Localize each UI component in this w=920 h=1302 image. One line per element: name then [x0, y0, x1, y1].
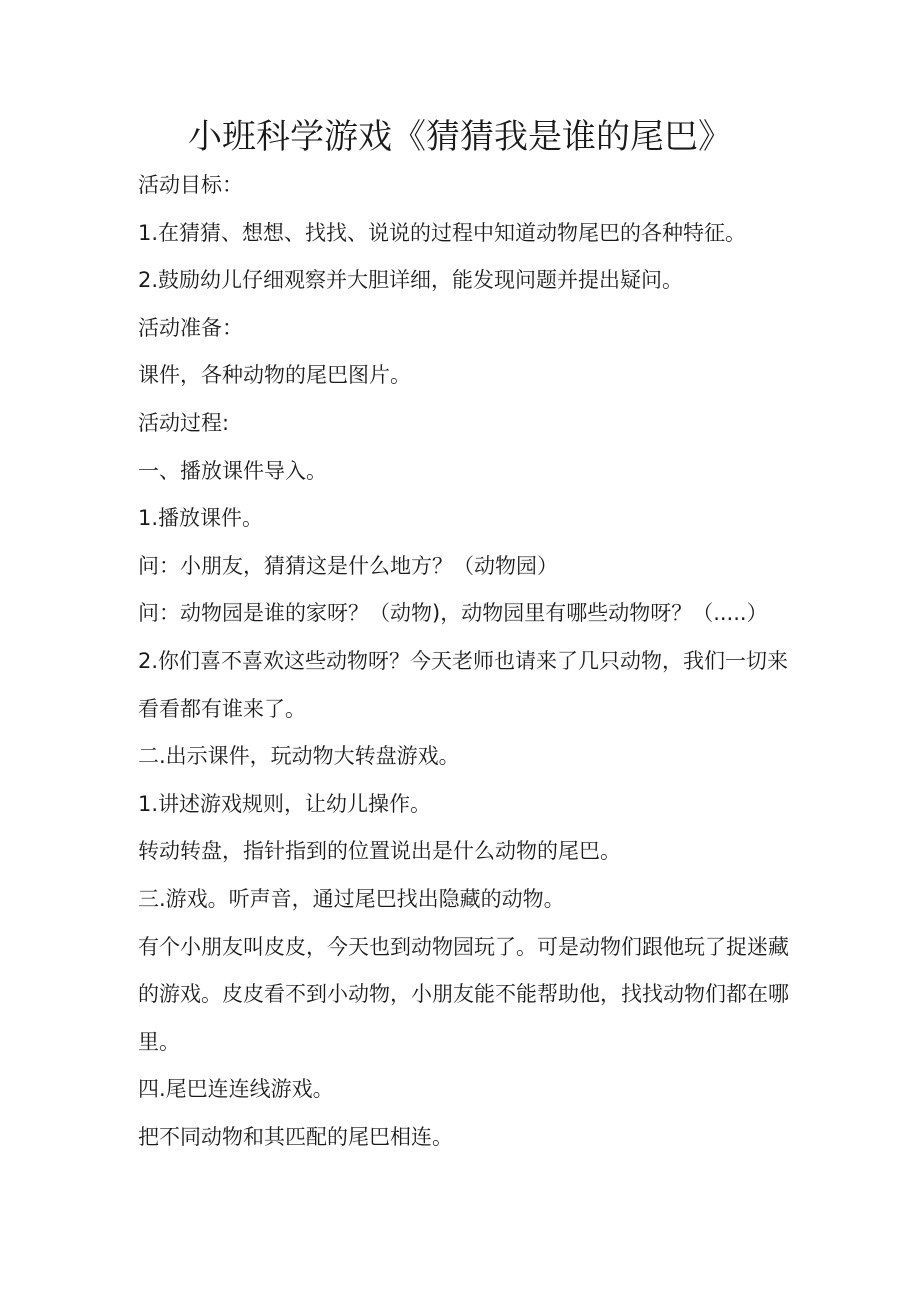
step-heading-2: 二.出示课件，玩动物大转盘游戏。: [138, 744, 460, 769]
document-body: [138, 162, 790, 1161]
question-1: 问：小朋友，猜猜这是什么地方？（动物园）: [138, 553, 558, 578]
step-heading-3: 三.游戏。听声音，通过尾巴找出隐藏的动物。: [138, 886, 565, 911]
document-title: 小班科学游戏《猜猜我是谁的尾巴》: [188, 117, 732, 157]
step-heading-1: 一、播放课件导入。: [138, 458, 327, 483]
step-4-text: 把不同动物和其匹配的尾巴相连。: [138, 1124, 453, 1149]
goal-item-1: 1.在猜猜、想想、找找、说说的过程中知道动物尾巴的各种特征。: [138, 220, 747, 245]
step-2-item-1: 1.讲述游戏规则，让幼儿操作。: [138, 791, 432, 816]
step-3-text: 有个小朋友叫皮皮，今天也到动物园玩了。可是动物们跟他玩了捉迷藏的游戏。皮皮看不到小动物，小朋友能不能帮助他，找找动物们都在哪里。: [138, 934, 789, 1054]
section-heading-preparation: 活动准备：: [138, 315, 243, 340]
step-1-item-1: 1.播放课件。: [138, 506, 264, 531]
question-2: 问：动物园是谁的家呀？（动物)，动物园里有哪些动物呀？（.....）: [138, 601, 768, 626]
step-2-text: 转动转盘，指针指到的位置说出是什么动物的尾巴。: [138, 839, 621, 864]
section-heading-goals: 活动目标：: [138, 173, 243, 197]
goal-item-2: 2.鼓励幼儿仔细观察并大胆详细，能发现问题并提出疑问。: [138, 268, 684, 293]
preparation-text: 课件，各种动物的尾巴图片。: [138, 363, 411, 388]
step-1-item-2: 2.你们喜不喜欢这些动物呀？今天老师也请来了几只动物，我们一切来看看都有谁来了。: [138, 648, 789, 721]
section-heading-process: 活动过程:: [138, 410, 230, 435]
step-heading-4: 四.尾巴连连线游戏。: [138, 1077, 334, 1102]
